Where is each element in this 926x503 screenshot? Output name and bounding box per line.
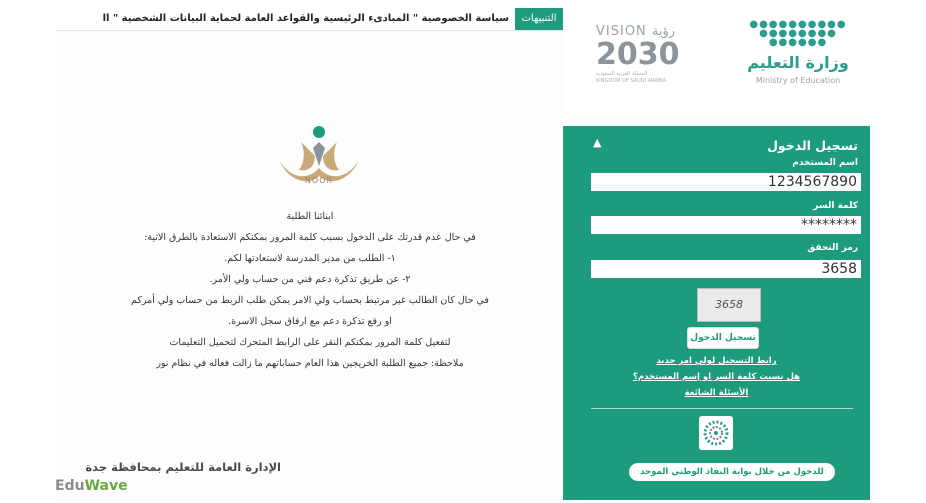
eduwave-suffix: Wave: [84, 478, 128, 494]
nafath-login-button[interactable]: للدخول من خلال بوابة النفاذ الوطني الموحد: [629, 463, 835, 481]
user-icon: ▲: [593, 136, 602, 149]
page: [55, 8, 870, 500]
notice-line: ٢- عن طريق تذكرة دعم فني من حساب ولي الأمر.: [209, 274, 411, 285]
parent-register-link[interactable]: رابط التسجيل لولي امر جديد: [656, 356, 777, 366]
login-column: [563, 8, 870, 500]
username-label: اسم المستخدم: [792, 158, 858, 168]
notice-line: ملاحظة: جميع الطلبة الخريجين هذا العام حساباتهم ما زالت فعاله في نظام نور: [156, 358, 464, 369]
alerts-ticker-text[interactable]: سياسة الخصوصية " المبادىء الرئيسية والقواعد العامة لحماية البيانات الشخصية " اا: [102, 13, 509, 24]
faq-link[interactable]: الأسئلة الشائعة: [684, 388, 749, 398]
noor-logo-icon: [269, 120, 369, 200]
eduwave-prefix: Edu: [55, 478, 85, 494]
login-title: تسجيل الدخول: [767, 138, 858, 153]
captcha-label: رمز التحقق: [807, 243, 858, 253]
alerts-badge[interactable]: التنبيهات: [515, 8, 563, 30]
ministry-name-en: Ministry of Education: [755, 76, 841, 85]
eduwave-logo: [55, 478, 128, 494]
vision-kingdom-ar: المملكة العربية السعودية: [596, 71, 648, 77]
notice-text: [95, 206, 525, 374]
notice-panel: [55, 8, 563, 500]
department-name: الإدارة العامة للتعليم بمحافظة جدة: [85, 460, 281, 474]
login-panel: [563, 126, 870, 500]
logos-bar: [563, 8, 870, 118]
notice-line: في حال كان الطالب غير مرتبط بحساب ولي الامر يمكن طلب الربط من حساب ولي أمركم: [131, 295, 489, 306]
notice-line: ابنائنا الطلبة: [286, 211, 334, 222]
ministry-dots-icon: ●●●●●●●●●● ●●●●●●●● ●●●●●●: [749, 19, 847, 48]
vision-2030-logo: [596, 24, 706, 104]
notice-line: ١- الطلب من مدير المدرسة لاستعادتها لكم.: [224, 253, 396, 264]
notice-line: لتفعيل كلمة المرور بمكنكم النقر على الرابط المتحرك لتحميل التعليمات: [169, 337, 451, 348]
login-button[interactable]: تسجيل الدخول: [687, 327, 759, 349]
password-label: كلمة السر: [813, 201, 858, 211]
vision-kingdom-en: KINGDOM OF SAUDI ARABIA: [596, 78, 667, 84]
vision-top-text: VISION رؤية: [596, 24, 676, 39]
divider: [591, 408, 853, 409]
noor-logo-label: NOOR: [304, 176, 334, 185]
forgot-credentials-link[interactable]: هل نسيت كلمة السر او إسم المستخدم؟: [632, 372, 801, 382]
nafath-icon[interactable]: [699, 416, 733, 450]
alerts-ticker: [55, 8, 563, 31]
username-input[interactable]: [591, 173, 861, 191]
vision-year: 2030: [596, 37, 680, 72]
notice-line: او رفع تذكرة دعم مع ارفاق سجل الاسرة.: [228, 316, 392, 327]
ministry-logo: [733, 20, 863, 100]
ministry-name-ar: وزارة التعليم: [747, 53, 849, 72]
captcha-image[interactable]: 3658: [697, 288, 761, 322]
captcha-input[interactable]: [591, 260, 861, 278]
password-input[interactable]: [591, 216, 861, 234]
notice-line: في حال عدم قدرتك على الدخول بسبب كلمة المرور بمكنكم الاستعادة بالطرق الاتية:: [144, 232, 476, 243]
